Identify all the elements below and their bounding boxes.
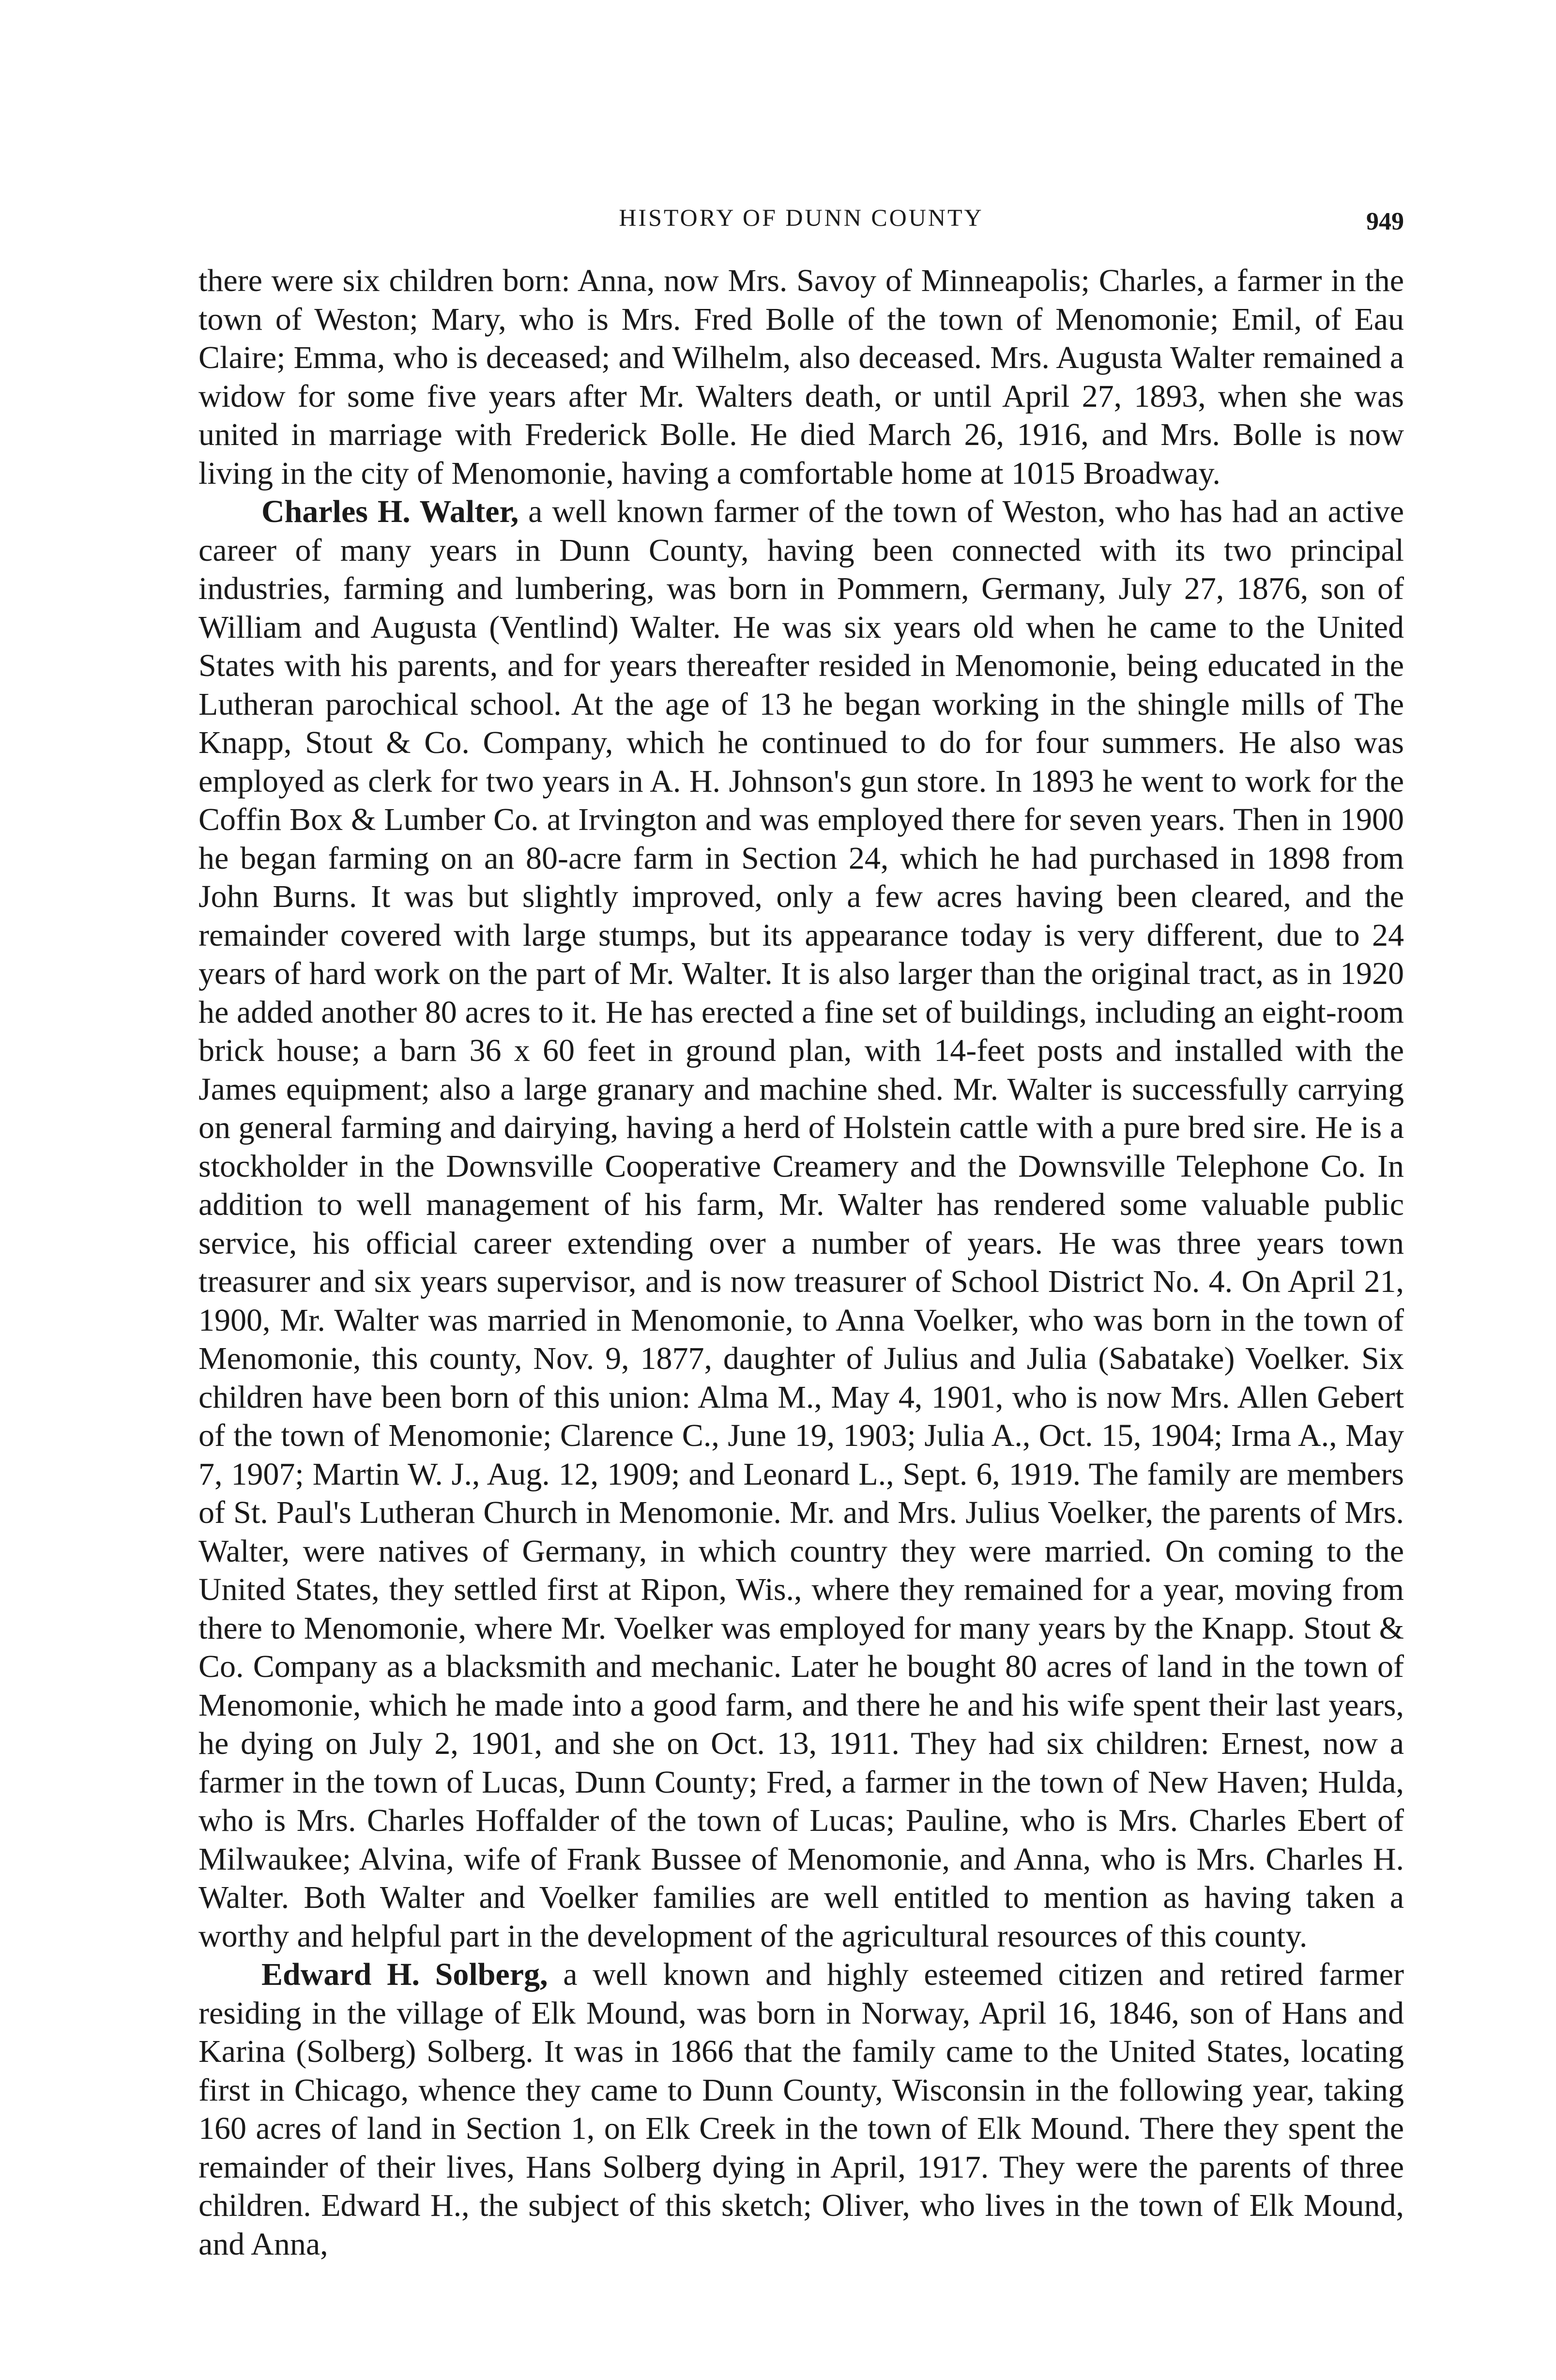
entry-name: Edward H. Solberg, [261,1957,548,1992]
body-text [198,261,1404,2263]
running-head [198,203,1404,237]
paragraph-bolle-family [198,261,1404,492]
entry-name: Charles H. Walter, [261,494,519,529]
running-title: HISTORY OF DUNN COUNTY [619,204,984,231]
paragraph-charles-walter [198,492,1404,1955]
paragraph-edward-solberg [198,1955,1404,2263]
paragraph-text: there were six children born: Anna, now Mrs. Savoy of Minneapolis; Charles, a farmer in the town of Weston; Mary, who is Mrs. Fred Bolle of the town of Menomonie; Emil, of Eau Claire; Emma, who is deceased; and Wilhelm, also deceased. Mrs. Augusta Walter remained a widow for some five years after Mr. Walters death, or until April 27, 1893, when she was united in marriage with Frederick Bolle. He died March 26, 1916, and Mrs. Bolle is now living in the city of Menomonie, having a comfortable home at 1015 Broadway. [198,263,1404,491]
paragraph-text: a well known farmer of the town of Weston, who has had an active career of many years in Dunn County, having been connected with its two principal industries, farming and lumbering, was born in Pommern, Germany, July 27, 1876, son of William and Augusta (Ventlind) Walter. He was six years old when he came to the United States with his parents, and for years thereafter resided in Menomonie, being educated in the Lutheran parochical school. At the age of 13 he began working in the shingle mills of The Knapp, Stout & Co. Company, which he continued to do for four summers. He also was employed as clerk for two years in A. H. Johnson's gun store. In 1893 he went to work for the Coffin Box & Lumber Co. at Irvington and was employed there for seven years. Then in 1900 he began farming on an 80-acre farm in Section 24, which he had purchased in 1898 from John Burns. It was but slightly improved, only a few acres having been cleared, and the remainder covered with large stumps, but its appearance today is very different, due to 24 years of hard work on the part of Mr. Walter. It is also larger than the original tract, as in 1920 he added another 80 acres to it. He has erected a fine set of buildings, including an eight-room brick house; a barn 36 x 60 feet in ground plan, with 14-feet posts and installed with the James equipment; also a large granary and machine shed. Mr. Walter is successfully carrying on general farming and dairying, having a herd of Holstein cattle with a pure bred sire. He is a stockholder in the Downsville Cooperative Creamery and the Downsville Telephone Co. In addition to well management of his farm, Mr. Walter has rendered some valuable public service, his official career extending over a number of years. He was three years town treasurer and six years supervisor, and is now treasurer of School District No. 4. On April 21, 1900, Mr. Walter was married in Menomonie, to Anna Voelker, who was born in the town of Menomonie, this county, Nov. 9, 1877, daughter of Julius and Julia (Sabatake) Voelker. Six children have been born of this union: Alma M., May 4, 1901, who is now Mrs. Allen Gebert of the town of Menomonie; Clarence C., June 19, 1903; Julia A., Oct. 15, 1904; Irma A., May 7, 1907; Martin W. J., Aug. 12, 1909; and Leonard L., Sept. 6, 1919. The family are members of St. Paul's Lutheran Church in Menomonie. Mr. and Mrs. Julius Voelker, the parents of Mrs. Walter, were natives of Germany, in which country they were married. On coming to the United States, they settled first at Ripon, Wis., where they remained for a year, moving from there to Menomonie, where Mr. Voelker was employed for many years by the Knapp. Stout & Co. Company as a blacksmith and mechanic. Later he bought 80 acres of land in the town of Menomonie, which he made into a good farm, and there he and his wife spent their last years, he dying on July 2, 1901, and she on Oct. 13, 1911. They had six children: Ernest, now a farmer in the town of Lucas, Dunn County; Fred, a farmer in the town of New Haven; Hulda, who is Mrs. Charles Hoffalder of the town of Lucas; Pauline, who is Mrs. Charles Ebert of Milwaukee; Alvina, wife of Frank Bussee of Menomonie, and Anna, who is Mrs. Charles H. Walter. Both Walter and Voelker families are well entitled to mention as having taken a worthy and helpful part in the development of the agricultural resources of this county. [198,494,1404,1954]
page-number: 949 [1366,208,1404,235]
paragraph-text: a well known and highly esteemed citizen and retired farmer residing in the village of Elk Mound, was born in Norway, April 16, 1846, son of Hans and Karina (Solberg) Solberg. It was in 1866 that the family came to the United States, locating first in Chicago, whence they came to Dunn County, Wisconsin in the following year, taking 160 acres of land in Section 1, on Elk Creek in the town of Elk Mound. There they spent the remainder of their lives, Hans Solberg dying in April, 1917. They were the parents of three children. Edward H., the subject of this sketch; Oliver, who lives in the town of Elk Mound, and Anna, [198,1957,1404,2262]
